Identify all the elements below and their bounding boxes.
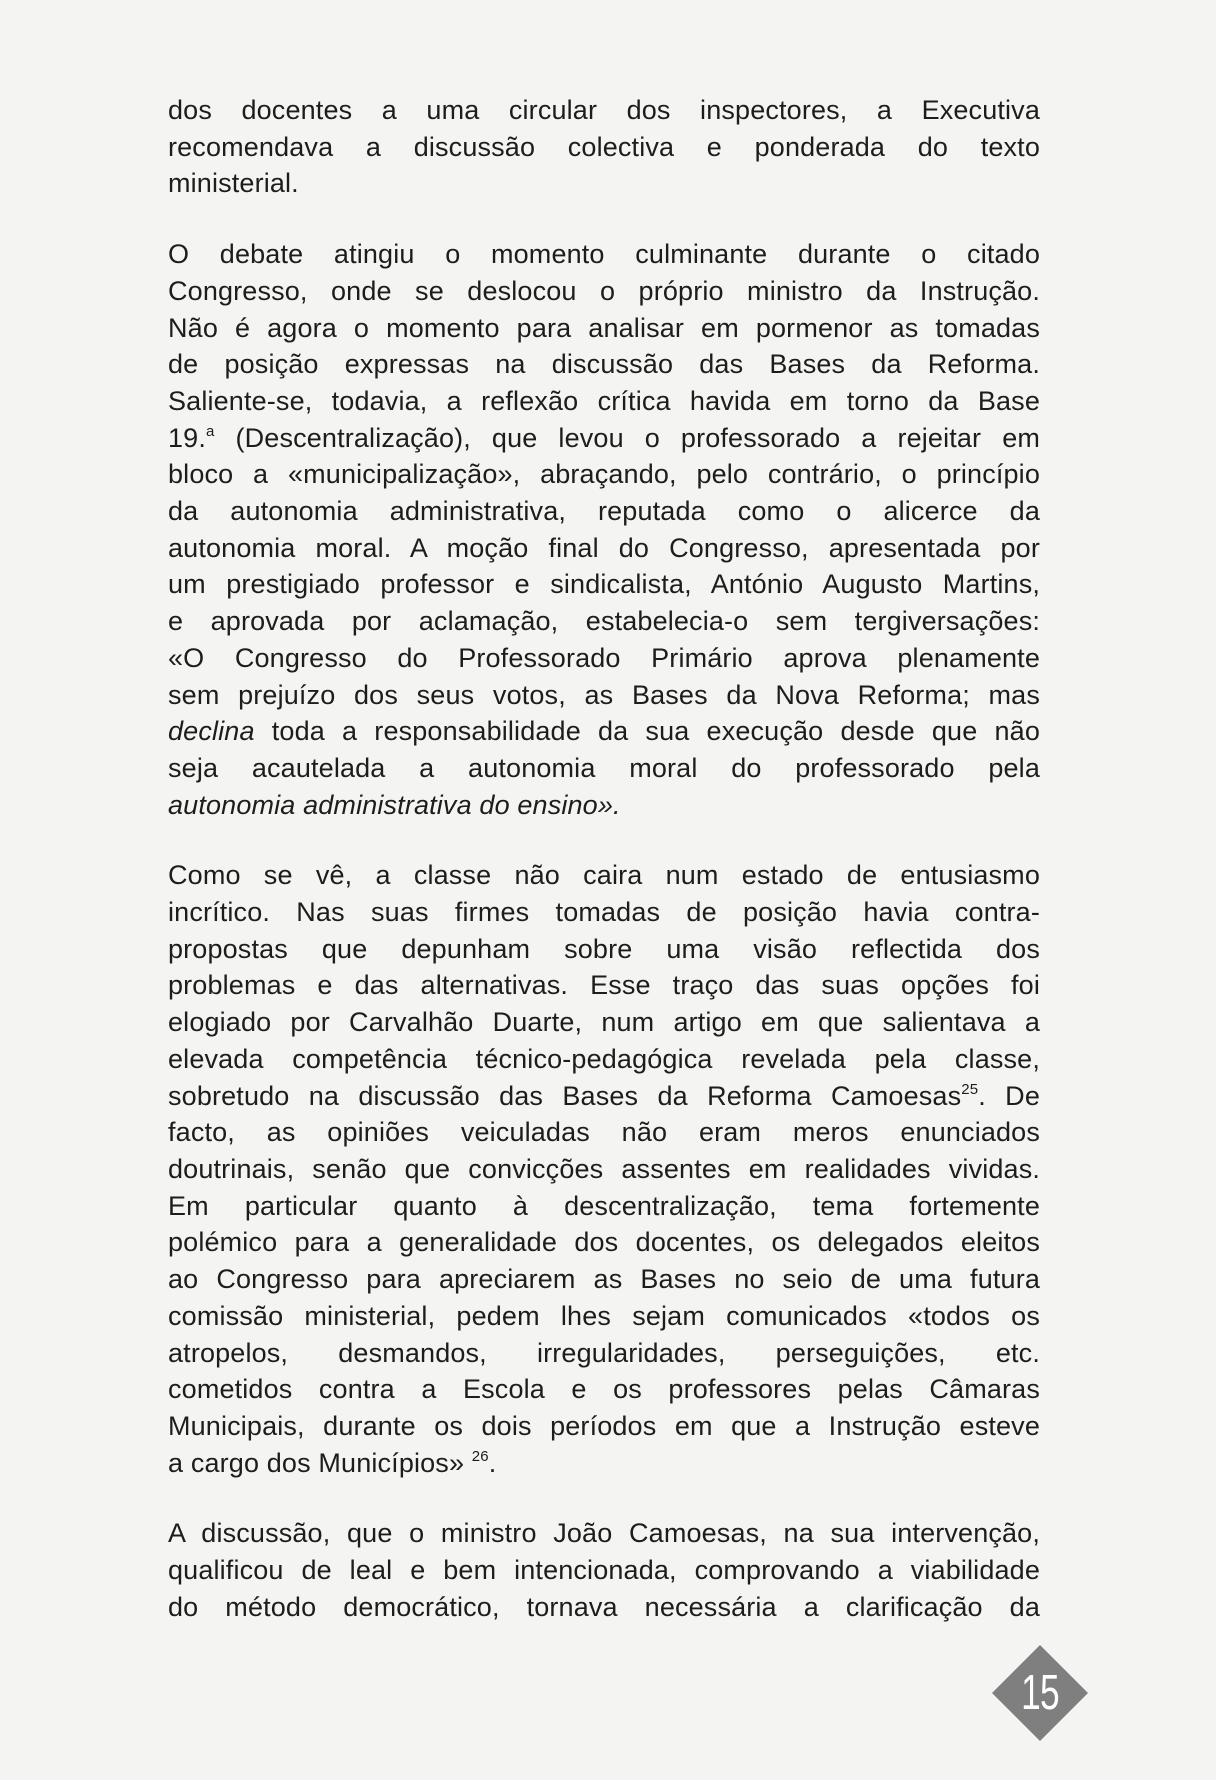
text-line: elevada competência técnico-pedagógica revelada pela classe, — [168, 1043, 1040, 1074]
text-line: Municipais, durante os dois períodos em que a Instrução esteve — [168, 1410, 1040, 1441]
text-line: qualificou de leal e bem intencionada, comprovando a viabilidade — [168, 1555, 1040, 1586]
text-line — [168, 787, 1040, 824]
page-text-column — [168, 92, 1040, 1625]
text-line-start: sobretudo na discussão das Bases da Reforma Camoesas — [168, 1080, 962, 1111]
text-line — [168, 420, 1040, 457]
text-line-continuation: toda a responsabilidade da sua execução desde que não — [271, 716, 1040, 747]
text-line: autonomia moral. A moção final do Congresso, apresentada por — [168, 532, 1040, 563]
paragraph-1 — [168, 92, 1040, 202]
text-line: de posição expressas na discussão das Bases da Reforma. — [168, 349, 1040, 380]
text-line: incrítico. Nas suas firmes tomadas de posição havia contra- — [168, 897, 1040, 928]
ordinal-indicator: a — [205, 422, 215, 440]
text-line: bloco a «municipalização», abraçando, pelo contrário, o princípio — [168, 459, 1040, 490]
italic-phrase: autonomia administrativa do ensino — [168, 789, 598, 820]
text-line — [168, 1078, 1040, 1115]
paragraph-3 — [168, 857, 1040, 1481]
text-line: cometidos contra a Escola e os professores pelas Câmaras — [168, 1374, 1040, 1405]
text-line-continuation: . — [488, 1447, 497, 1478]
text-line: elogiado por Carvalhão Duarte, num artigo em que salientava a — [168, 1007, 1040, 1038]
text-line: propostas que depunham sobre uma visão reflectida dos — [168, 933, 1040, 964]
text-line — [168, 1445, 1040, 1482]
text-line: ao Congresso para apreciarem as Bases no seio de uma futura — [168, 1264, 1040, 1295]
paragraph-4 — [168, 1515, 1040, 1625]
text-line: comissão ministerial, pedem lhes sejam comunicados «todos os — [168, 1300, 1040, 1331]
text-line: dos docentes a uma circular dos inspectores, a Executiva — [168, 95, 1040, 125]
text-line — [168, 713, 1040, 750]
text-line: seja acautelada a autonomia moral do professorado pela — [168, 752, 1040, 783]
text-line: Congresso, onde se deslocou o próprio ministro da Instrução. — [168, 275, 1040, 306]
text-line: Em particular quanto à descentralização, tema fortemente — [168, 1190, 1040, 1221]
text-line: recomendava a discussão colectiva e ponderada do texto — [168, 131, 1040, 162]
text-line: do método democrático, tornava necessária a clarificação da — [168, 1591, 1040, 1622]
text-line: «O Congresso do Professorado Primário aprova plenamente — [168, 642, 1040, 673]
text-line: Não é agora o momento para analisar em pormenor as tomadas — [168, 312, 1040, 343]
text-line: sem prejuízo dos seus votos, as Bases da Nova Reforma; mas — [168, 679, 1040, 710]
text-line: da autonomia administrativa, reputada como o alicerce da — [168, 496, 1040, 527]
text-line: ministerial. — [168, 168, 299, 199]
footnote-reference-25: 25 — [961, 1080, 979, 1098]
text-line: Como se vê, a classe não caira num estado de entusiasmo — [168, 860, 1040, 891]
italic-word: declina — [168, 716, 255, 747]
text-line: atropelos, desmandos, irregularidades, perseguições, etc. — [168, 1337, 1040, 1368]
base-number: 19. — [168, 422, 206, 453]
text-line: polémico para a generalidade dos docentes, os delegados eleitos — [168, 1227, 1040, 1258]
footnote-reference-26: 26 — [471, 1447, 489, 1465]
page-number: 15 — [1021, 1665, 1059, 1720]
text-line-continuation: . De — [978, 1080, 1041, 1111]
text-line: O debate atingiu o momento culminante durante o citado — [168, 239, 1040, 270]
text-line: A discussão, que o ministro João Camoesas, na sua intervenção, — [168, 1518, 1040, 1549]
text-line: problemas e das alternativas. Esse traço das suas opções foi — [168, 970, 1040, 1001]
text-line: um prestigiado professor e sindicalista, António Augusto Martins, — [168, 569, 1040, 600]
text-line: doutrinais, senão que convicções assentes em realidades vividas. — [168, 1153, 1040, 1184]
text-line-start: a cargo dos Municípios» — [168, 1447, 472, 1478]
page-number-badge — [990, 1643, 1090, 1743]
paragraph-2 — [168, 236, 1040, 823]
text-line: facto, as opiniões veiculadas não eram meros enunciados — [168, 1117, 1040, 1148]
text-line: e aprovada por aclamação, estabelecia-o sem tergiversações: — [168, 606, 1040, 637]
text-line: Saliente-se, todavia, a reflexão crítica havida em torno da Base — [168, 385, 1040, 416]
closing-quote: ». — [597, 789, 621, 820]
text-line-continuation: (Descentralização), que levou o professorado a rejeitar em — [235, 422, 1041, 453]
